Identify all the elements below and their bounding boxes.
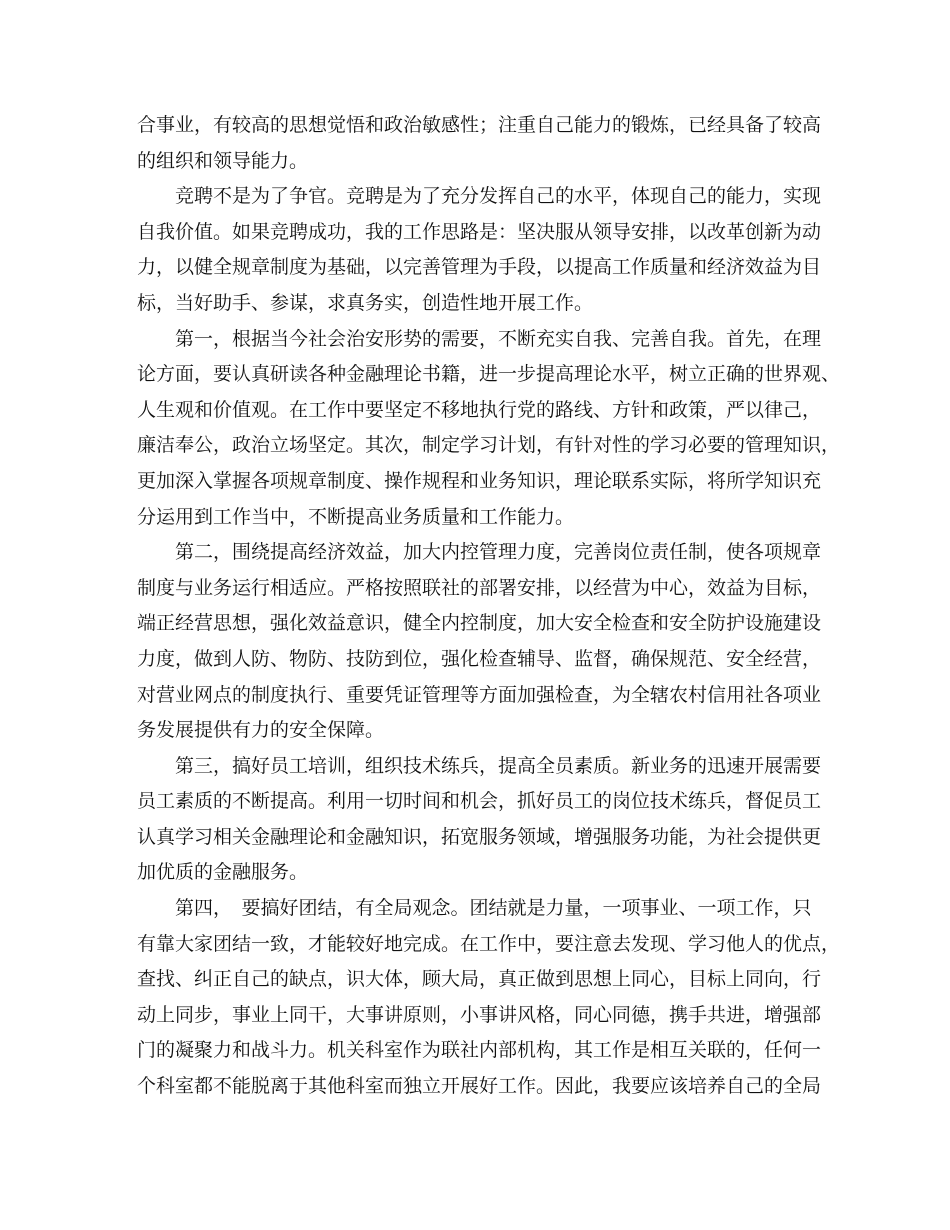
text-line: 认真学习相关金融理论和金融知识，拓宽服务领域，增强服务功能，为社会提供更 [137, 825, 822, 848]
text-line: 第四， 要搞好团结，有全局观念。团结就是力量，一项事业、一项工作，只 [137, 897, 812, 920]
text-line: 标，当好助手、参谋，求真务实，创造性地开展工作。 [137, 291, 594, 314]
text-line: 自我价值。如果竞聘成功，我的工作思路是：坚决服从领导安排，以改革创新为动 [137, 220, 822, 243]
text-line: 力，以健全规章制度为基础，以完善管理为手段，以提高工作质量和经济效益为目 [137, 256, 822, 279]
text-line: 人生观和价值观。在工作中要坚定不移地执行党的路线、方针和政策，严以律己， [137, 398, 822, 421]
text-line: 第一，根据当今社会治安形势的需要，不断充实自我、完善自我。首先，在理 [137, 327, 822, 350]
text-line: 加优质的金融服务。 [137, 861, 309, 884]
text-line: 员工素质的不断提高。利用一切时间和机会，抓好员工的岗位技术练兵，督促员工 [137, 790, 822, 813]
text-line: 合事业，有较高的思想觉悟和政治敏感性；注重自己能力的锻炼，已经具备了较高 [137, 114, 822, 136]
body-text [137, 108, 841, 1105]
text-line: 的组织和领导能力。 [137, 149, 309, 172]
text-line: 务发展提供有力的安全保障。 [137, 719, 385, 742]
text-line: 论方面，要认真研读各种金融理论书籍，进一步提高理论水平，树立正确的世界观、 [137, 363, 841, 386]
text-line: 动上同步，事业上同干，大事讲原则，小事讲风格，同心同德，携手共进，增强部 [137, 1003, 822, 1026]
text-line: 力度，做到人防、物防、技防到位，强化检查辅导、监督，确保规范、安全经营， [137, 647, 822, 670]
text-line: 有靠大家团结一致，才能较好地完成。在工作中，要注意去发现、学习他人的优点， [137, 932, 841, 955]
text-line: 制度与业务运行相适应。严格按照联社的部署安排，以经营为中心，效益为目标， [137, 576, 822, 599]
text-line: 竞聘不是为了争官。竞聘是为了充分发挥自己的水平，体现自己的能力，实现 [137, 185, 822, 208]
text-line: 廉洁奉公，政治立场坚定。其次，制定学习计划，有针对性的学习必要的管理知识， [137, 434, 841, 457]
text-line: 查找、纠正自己的缺点，识大体，顾大局，真正做到思想上同心，目标上同向，行 [137, 968, 822, 991]
text-line: 第二，围绕提高经济效益，加大内控管理力度，完善岗位责任制，使各项规章 [137, 541, 822, 564]
text-line: 个科室都不能脱离于其他科室而独立开展好工作。因此，我要应该培养自己的全局 [137, 1075, 822, 1098]
text-line: 第三，搞好员工培训，组织技术练兵，提高全员素质。新业务的迅速开展需要 [137, 754, 822, 777]
text-line: 门的凝聚力和战斗力。机关科室作为联社内部机构，其工作是相互关联的，任何一 [137, 1039, 822, 1062]
text-line: 端正经营思想，强化效益意识，健全内控制度，加大安全检查和安全防护设施建设 [137, 612, 822, 635]
text-line: 对营业网点的制度执行、重要凭证管理等方面加强检查，为全辖农村信用社各项业 [137, 683, 822, 706]
text-line: 分运用到工作当中，不断提高业务质量和工作能力。 [137, 505, 575, 528]
text-line: 更加深入掌握各项规章制度、操作规程和业务知识，理论联系实际，将所学知识充 [137, 469, 822, 492]
